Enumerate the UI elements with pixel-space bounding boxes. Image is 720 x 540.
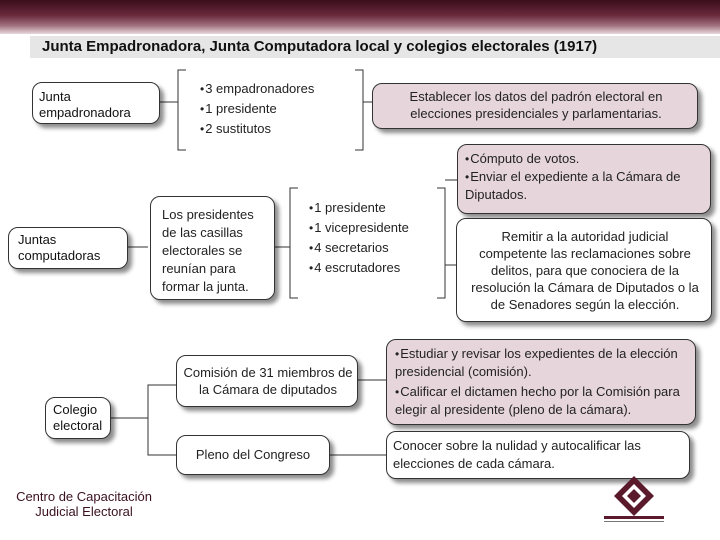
composition-item: • 4 secretarios: [309, 238, 409, 258]
colegio-electoral-label: Colegio electoral: [53, 402, 103, 433]
composition-item: • 1 presidente: [309, 198, 409, 218]
page-title: Junta Empadronadora, Junta Computadora local y colegios electorales (1917): [42, 38, 598, 55]
composition-item: • 2 sustitutos: [200, 119, 314, 139]
empadronadora-function-text: Establecer los datos del padrón electoral en elecciones presidenciales y parlamentarias.: [409, 89, 663, 121]
composition-item: • 4 escrutadores: [309, 258, 409, 278]
function-item: • Calificar el dictamen hecho por la Comisión para elegir al presidente (pleno de la cámara).: [395, 383, 691, 419]
junta-empadronadora-label: Junta empadronadora: [39, 89, 131, 120]
comision-text: Comisión de 31 miembros de la Cámara de diputados: [183, 365, 353, 397]
computadoras-formation-text: Los presidentes de las casillas electorales se reunían para formar la junta.: [162, 207, 254, 294]
composition-item: • 1 vicepresidente: [309, 218, 409, 238]
juntas-computadoras-label: Juntas computadoras: [18, 232, 101, 263]
footer-organization: Centro de Capacitación Judicial Electoral: [16, 489, 152, 519]
computadoras-remit-text: Remitir a la autoridad judicial competente las reclamaciones sobre delitos, para que conociera de la resolución la Cámara de Diputados o la de Senadores según la elección.: [471, 229, 699, 312]
composition-item: • 1 presidente: [200, 99, 314, 119]
function-item: • Cómputo de votos.: [465, 150, 705, 168]
comision-functions-list: [395, 345, 691, 419]
pleno-function-text: Conocer sobre la nulidad y autocalificar las elecciones de cada cámara.: [393, 438, 641, 471]
empadronadora-composition-list: [200, 79, 314, 139]
pleno-text: Pleno del Congreso: [195, 447, 311, 462]
computadoras-functions-list: [465, 150, 705, 204]
composition-item: • 3 empadronadores: [200, 79, 314, 99]
function-item: • Estudiar y revisar los expedientes de la elección presidencial (comisión).: [395, 345, 691, 381]
tribunal-electoral-logo-icon: [598, 472, 694, 532]
function-item: • Enviar el expediente a la Cámara de Diputados.: [465, 168, 705, 204]
computadoras-composition-list: [309, 198, 409, 278]
